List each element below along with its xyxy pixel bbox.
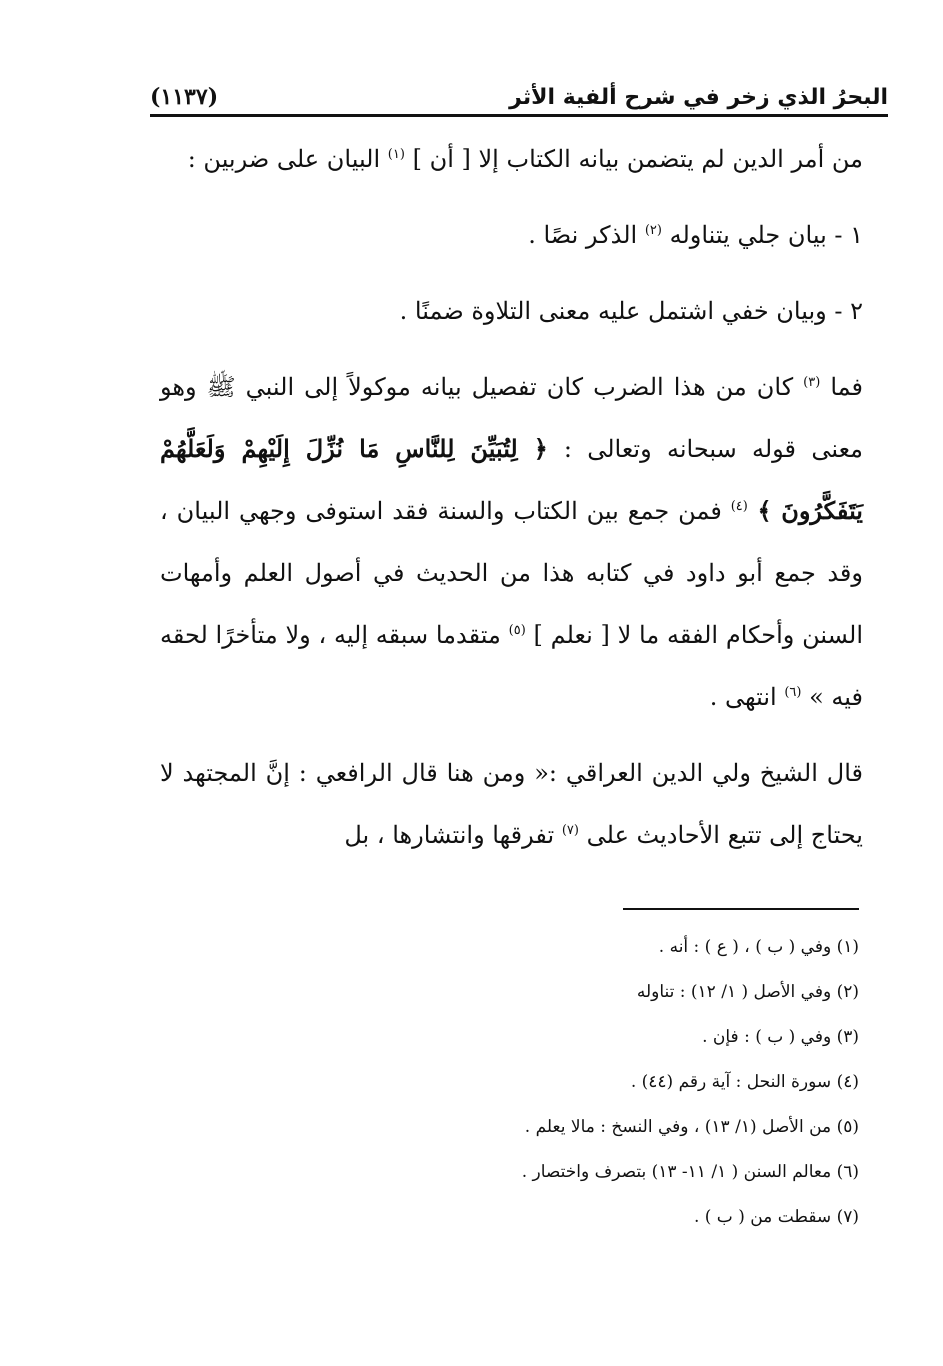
paragraph-3-text: قال الشيخ ولي الدين العراقي :« ومن هنا قال الرافعي : إنَّ المجتهد لا يحتاج إلى تتبع الأحاديث على (160, 759, 863, 849)
footnote-ref-6: (٦) (784, 685, 802, 700)
list-item-1-rest: الذكر نصًا . (528, 221, 645, 249)
footnote-5: (٥) من الأصل (١/ ١٣) ، وفي النسخ : مالا يعلم . (524, 1117, 859, 1137)
footnote-1: (١) وفي ( ب ) ، ( ع ) : أنه . (658, 937, 859, 957)
paragraph-3-rest: تفرقها وانتشارها ، بل (344, 821, 562, 849)
list-item-2: ٢ - وبيان خفي اشتمل عليه معنى التلاوة ضمنًا . (399, 297, 863, 325)
footnote-4: (٤) سورة النحل : آية رقم (٤٤) . (630, 1072, 859, 1092)
footnote-ref-3: (٣) (803, 375, 821, 390)
header-divider (150, 114, 888, 117)
paragraph-1-text: من أمر الدين لم يتضمن بيانه الكتاب إلا [ أن ] (412, 145, 863, 173)
spacer (160, 342, 863, 356)
spacer (160, 728, 863, 742)
paragraph-2-final: انتهى . (709, 683, 785, 711)
footnote-7: (٧) سقطت من ( ب ) . (693, 1207, 859, 1227)
footnote-ref-2: (٢) (644, 223, 662, 238)
spacer (160, 190, 863, 204)
paragraph-1 (160, 128, 863, 190)
paragraph-2 (160, 356, 863, 728)
footnote-ref-7: (٧) (561, 823, 579, 838)
quran-verse: ﴿ لِتُبَيِّنَ لِلنَّاسِ مَا نُزِّلَ إِلَيْهِمْ وَلَعَلَّهُمْ يَتَفَكَّرُونَ ﴾ (160, 434, 863, 525)
spacer (160, 266, 863, 280)
footnote-3: (٣) وفي ( ب ) : فإن . (702, 1027, 859, 1047)
footnote-2: (٢) وفي الأصل ( ١/ ١٢) : تناوله (636, 982, 859, 1002)
book-title: البحرُ الذي زخر في شرح ألفية الأثر (509, 85, 888, 110)
paragraph-2-end: متقدما سبقه إليه ، ولا متأخرًا لحقه فيه » (160, 621, 863, 711)
page-number: (١١٣٧) (150, 84, 219, 110)
footnote-6: (٦) معالم السنن ( ١/ ١١- ١٣) بتصرف واختصار . (521, 1162, 859, 1182)
page-header (150, 66, 888, 110)
footnote-ref-4: (٤) (730, 499, 748, 514)
footnote-divider (623, 908, 859, 910)
list-item-1-text: ١ - بيان جلي يتناوله (669, 221, 863, 249)
footnotes (300, 925, 859, 1240)
paragraph-1-rest: البيان على ضربين : (187, 145, 388, 173)
paragraph-3 (160, 742, 863, 866)
footnote-ref-5: (٥) (508, 623, 526, 638)
paragraph-2-after: فمن جمع بين الكتاب والسنة فقد استوفى وجهي البيان ، وقد جمع أبو داود في كتابه هذا من الحديث في أصول العلم وأمهات السنن وأحكام الفقه ما لا [ نعلم ] (160, 497, 863, 649)
main-text (160, 128, 863, 866)
footnote-ref-1: (١) (387, 147, 405, 162)
list-item-1 (160, 204, 863, 266)
paragraph-2-start: فما (830, 373, 863, 401)
paragraph-2-mid: كان من هذا الضرب كان تفصيل بيانه موكولاً إلى النبي ﷺ وهو معنى قوله سبحانه وتعالى : (160, 373, 863, 463)
